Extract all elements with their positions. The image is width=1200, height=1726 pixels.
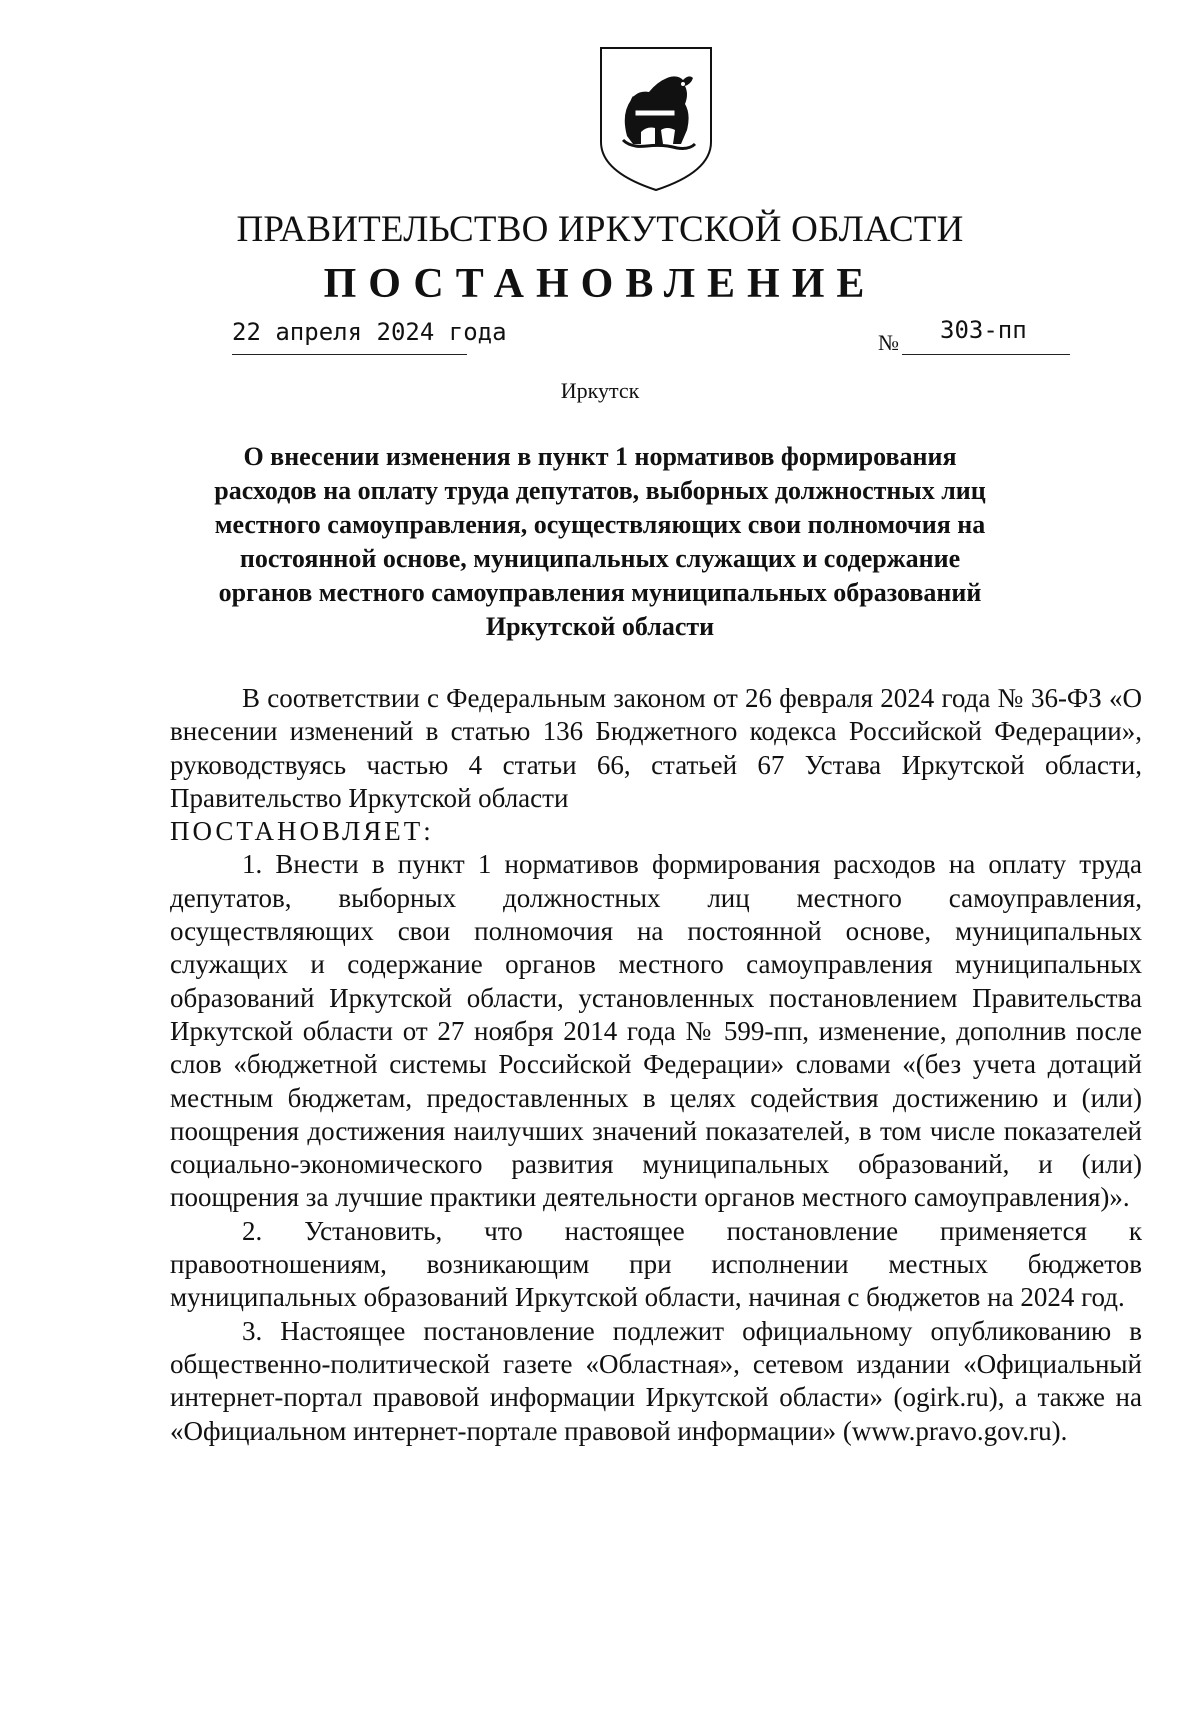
date-underline <box>232 354 467 355</box>
item-paragraph-2: 2. Установить, что настоящее постановление применяется к правоотношениям, возникающим при исполнении местных бюджетов муниципальных образований Иркутской области, начиная с бюджетов на 2024 год. <box>170 1215 1142 1313</box>
document-body <box>170 682 1142 1448</box>
number-sign: № <box>878 330 899 355</box>
document-type: ПОСТАНОВЛЕНИЕ <box>323 261 877 307</box>
coat-of-arms-icon <box>597 44 715 194</box>
document-title: О внесении изменения в пункт 1 нормативов формирования расходов на оплату труда депутатов, выборных должностных лиц местного самоуправления, осуществляющих свои полномочия на постоянной основе, муниципальных служащих и содержание органов местного самоуправления муниципальных образований Иркутской области <box>214 442 986 641</box>
document-number: 303-пп <box>940 316 1027 344</box>
item-paragraph-1: 1. Внести в пункт 1 нормативов формирования расходов на оплату труда депутатов, выборных должностных лиц местного самоуправления, осуществляющих свои полномочия на постоянной основе, муниципальных служащих и содержание органов местного самоуправления муниципальных образований Иркутской области, установленных постановлением Правительства Иркутской области от 27 ноября 2014 года № 599-пп, изменение, дополнив после слов «бюджетной системы Российской Федерации» словами «(без учета дотаций местным бюджетам, предоставленных в целях содействия достижению и (или) поощрения достижения наилучших значений показателей, в том числе показателей социально-экономического развития муниципальных образований, и (или) поощрения за лучшие практики деятельности органов местного самоуправления)». <box>170 849 1142 1213</box>
number-underline <box>902 354 1070 355</box>
organization-name: ПРАВИТЕЛЬСТВО ИРКУТСКОЙ ОБЛАСТИ <box>236 209 964 250</box>
item-paragraph-3: 3. Настоящее постановление подлежит официальному опубликованию в общественно-политической газете «Областная», сетевом издании «Официальный интернет-портал правовой информации Иркутской области» (ogirk.ru), а также на «Официальном интернет-портале правовой информации» (www.pravo.gov.ru). <box>170 1315 1142 1446</box>
city: Иркутск <box>560 378 640 403</box>
resolves-heading: ПОСТАНОВЛЯЕТ: <box>170 816 434 847</box>
document-date: 22 апреля 2024 года <box>232 318 507 346</box>
preamble-paragraph: В соответствии с Федеральным законом от 26 февраля 2024 года № 36-ФЗ «О внесении изменений в статью 136 Бюджетного кодекса Российской Федерации», руководствуясь частью 4 статьи 66, статьей 67 Устава Иркутской области, Правительство Иркутской области <box>170 683 1142 813</box>
